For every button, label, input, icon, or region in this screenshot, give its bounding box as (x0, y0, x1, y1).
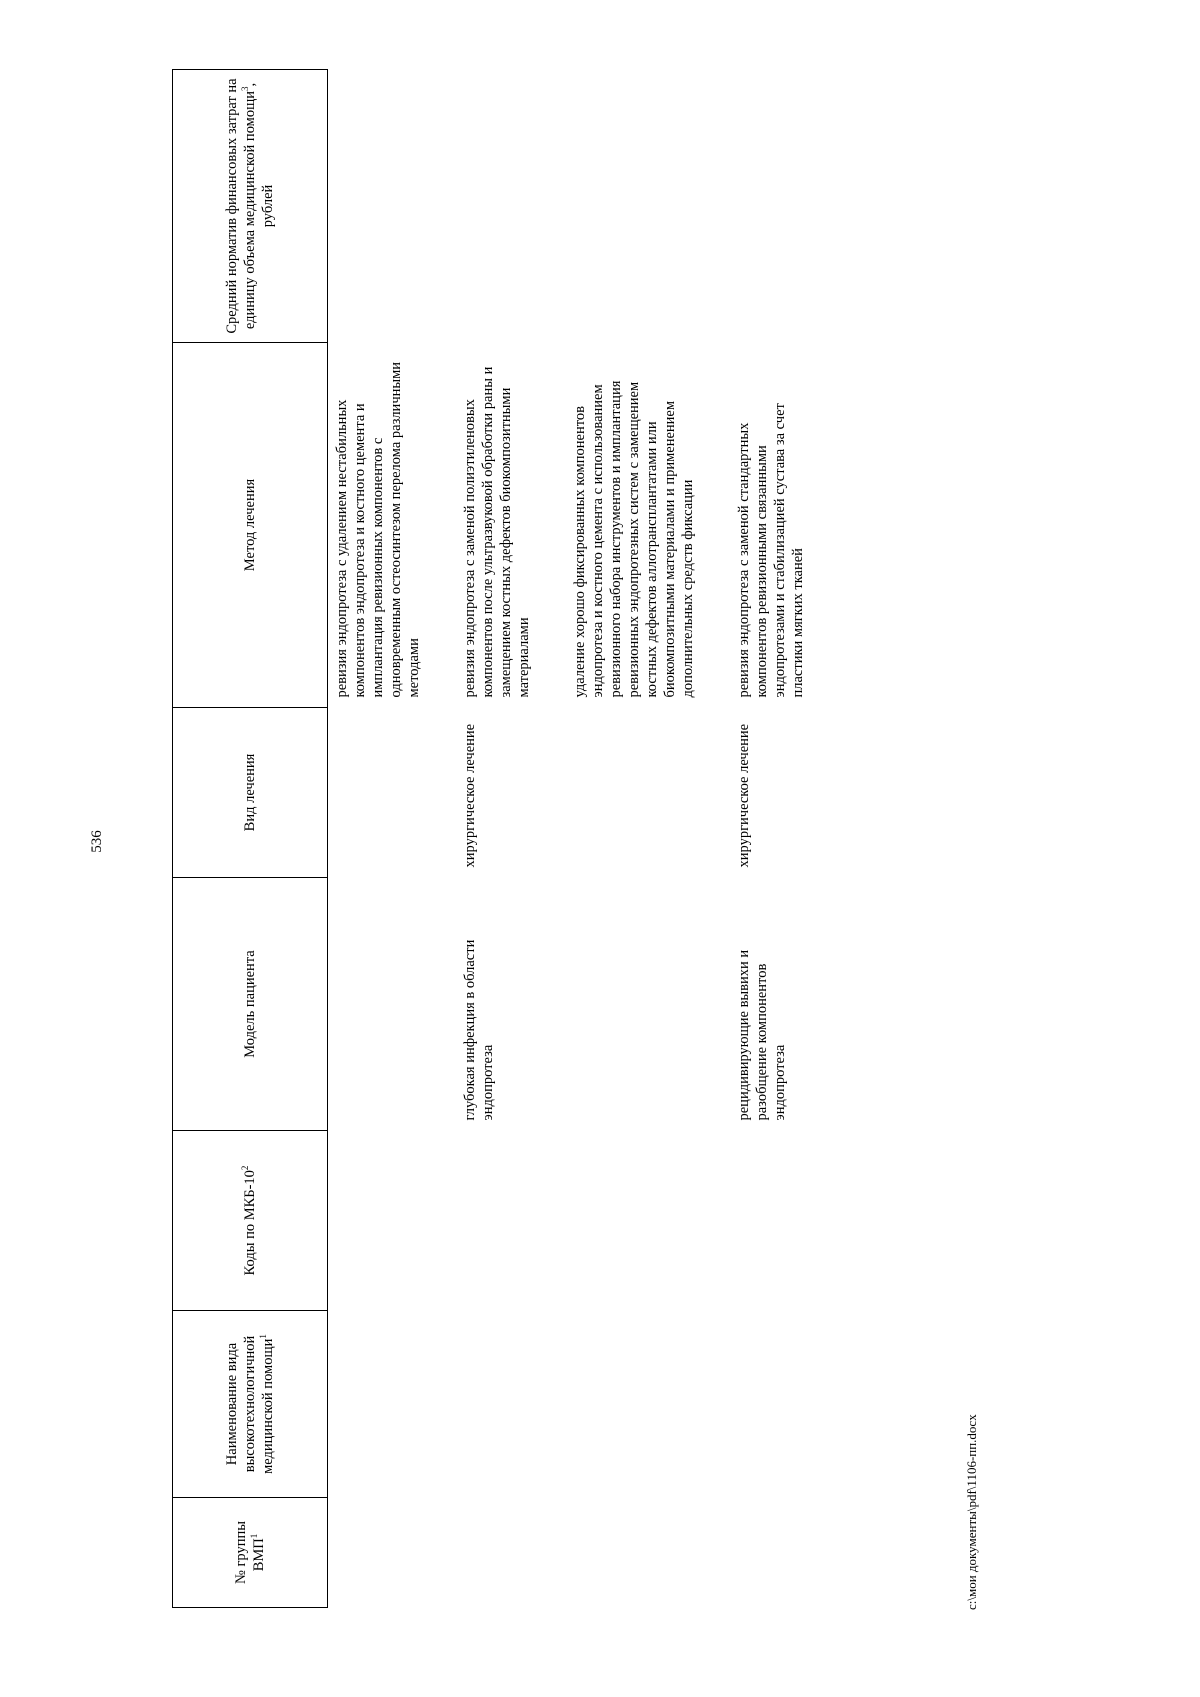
table-header-row (173, 70, 328, 1608)
table-row (456, 70, 537, 1608)
vmp-table (172, 69, 811, 1608)
cell-model: рецидивирующие вывихи и разобщение компонентов эндопротеза (736, 949, 788, 1121)
page-number: 536 (88, 830, 105, 853)
header-group-no: № группы ВМП$^1$ (173, 1498, 328, 1608)
header-method: Метод лечения (173, 343, 328, 708)
rotated-table-container (172, 70, 1032, 1608)
footer-file-path: c:\мои документы\pdf\1106-пп.docx (964, 1414, 979, 1610)
cell-type (566, 708, 701, 878)
table-row (566, 70, 701, 1608)
cell-model: глубокая инфекция в области эндопротеза (462, 939, 496, 1121)
header-cost: Средний норматив финансовых затрат на единицу объема медицинской помощи$^3$, рублей (173, 70, 328, 343)
table-row (328, 70, 428, 1608)
header-model: Модель пациента (173, 878, 328, 1131)
cell-type (328, 708, 428, 878)
cell-model (328, 878, 428, 1131)
cell-method: ревизия эндопротеза с удалением нестабильных компонентов эндопротеза и костного цемента и имплантация ревизионных компонентов с одновременным остеосинтезом перелома различными методами (334, 361, 422, 698)
cell-method: удаление хорошо фиксированных компонентов эндопротеза и костного цемента с использованием ревизионного набора инструментов и имплантация ревизионных эндопротезных систем с замещением костных дефектов аллотрансплантатами или биокомпозитными материалами и применением дополнительных средств фиксации (572, 380, 696, 698)
cell-method: ревизия эндопротеза с заменой стандартных компонентов ревизионными связанными эндопротезами и стабилизацией сустава за счет пластики мягких тканей (736, 403, 806, 698)
header-type: Вид лечения (173, 708, 328, 878)
header-codes: Коды по МКБ-$10^2$ (173, 1131, 328, 1311)
cell-type: хирургическое лечение (462, 723, 478, 868)
cell-model (566, 878, 701, 1131)
cell-method: ревизия эндопротеза с заменой полиэтиленовых компонентов после ультразвуковой обработки раны и замещением костных дефектов биокомпозитными материалами (462, 366, 532, 698)
table-row (730, 70, 811, 1608)
cell-type: хирургическое лечение (736, 723, 752, 868)
header-name: Наименование вида высокотехнологичной медицинской помощи$^1$ (173, 1311, 328, 1498)
